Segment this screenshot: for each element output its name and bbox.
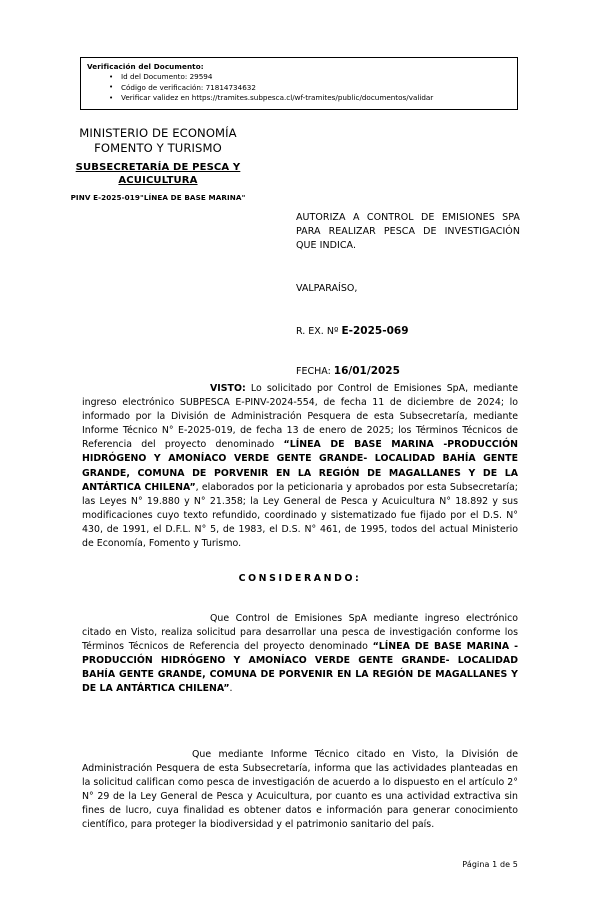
page-number: Página 1 de 5 [462,860,518,869]
resolution-date-value: 16/01/2025 [333,364,400,377]
considerando-1-text-2: . [229,683,233,695]
considerando-1-project-name: “LÍNEA DE BASE MARINA -PRODUCCIÓN HIDRÓGENO Y AMONÍACO VERDE GENTE GRANDE- LOCALIDAD BAHÍA GENTE GRANDE, COMUNA DE PORVENIR EN LA REGIÓN DE MAGALLANES Y DE LA ANTÁRTICA CHILENA” [82,641,518,695]
resolution-number-line [296,324,520,339]
considerando-heading: CONSIDERANDO: [238,573,362,584]
subsecretaria-line-2: ACUICULTURA [118,174,198,186]
verification-item-id: • Id del Documento: 29594 [109,72,517,83]
visto-paragraph [82,382,518,551]
resolution-date-label: FECHA: [296,365,334,377]
document-verification-box [80,57,518,110]
verification-item-url: • Verificar validez en https://tramites.subpesca.cl/wf-tramites/public/documentos/validar [109,93,517,104]
visto-project-name: “LÍNEA DE BASE MARINA -PRODUCCIÓN HIDRÓGENO Y AMONÍACO VERDE GENTE GRANDE- LOCALIDAD BAHÍA GENTE GRANDE, COMUNA DE PORVENIR EN LA REGIÓN DE MAGALLANES Y DE LA ANTÁRTICA CHILENA” [82,439,518,493]
letterhead [18,126,298,203]
resolution-date-line [296,364,520,379]
verification-list [85,72,517,104]
authorization-summary: AUTORIZA A CONTROL DE EMISIONES SPA PARA REALIZAR PESCA DE INVESTIGACIÓN QUE INDICA. [296,212,520,252]
issuing-city: VALPARAÍSO, [296,282,358,294]
considerando-2-text: Que mediante Informe Técnico citado en Visto, la División de Administración Pesquera de esta Subsecretaría, informa que las actividades planteadas en la solicitud califican como pesca de investigación de acuerdo a lo dispuesto en el artículo 2° N° 29 de la Ley General de Pesca y Acuicultura, por cuanto es una actividad extractiva sin fines de lucro, cuya finalidad es obtener datos e información para generar conocimiento científico, para proteger la biodiversidad y el patrimonio sanitario del país. [82,749,518,831]
subsecretaria-block [18,162,298,187]
visto-text-1: Lo solicitado por Control de Emisiones SpA, mediante ingreso electrónico SUBPESCA E-PINV-2024-554, de fecha 11 de diciembre de 2024; lo informado por la División de Administración Pesquera de esta Subsecretaría, mediante Informe Técnico N° E-2025-019, de fecha 13 de enero de 2025; los Términos Técnicos de Referencia del proyecto denominado [82,383,518,451]
ministry-name-line-1: MINISTERIO DE ECONOMÍA [79,126,237,140]
considerando-paragraph-1 [82,612,518,697]
verification-item-code: • Código de verificación: 71814734632 [109,83,517,94]
ministry-name-line-2: FOMENTO Y TURISMO [94,140,222,155]
resolution-number-value: E-2025-069 [341,324,409,337]
project-reference: PINV E-2025-019"LÍNEA DE BASE MARINA" [70,193,246,202]
resolution-header-block [296,211,520,379]
considerando-1-text-1: Que Control de Emisiones SpA mediante ingreso electrónico citado en Visto, realiza solicitud para desarrollar una pesca de investigación conforme los Términos Técnicos de Referencia del proyecto denominado [82,613,518,653]
resolution-number-label: R. EX. Nº [296,325,342,337]
subsecretaria-line-1: SUBSECRETARÍA DE PESCA Y [75,162,241,173]
visto-text-2: , elaborados por la peticionaria y aprobados por esta Subsecretaría; las Leyes N° 19.880 y N° 21.358; la Ley General de Pesca y Acuicultura N° 18.892 y sus modificaciones cuyo texto refundido, coordinado y sistematizado fue fijado por el D.S. N° 430, de 1991, el D.F.L. N° 5, de 1983, el D.S. N° 461, de 1995, todos del actual Ministerio de Economía, Fomento y Turismo. [82,481,518,550]
visto-heading: VISTO: [210,383,246,394]
considerando-paragraph-2 [82,748,518,833]
verification-title: Verificación del Documento: [87,62,204,71]
